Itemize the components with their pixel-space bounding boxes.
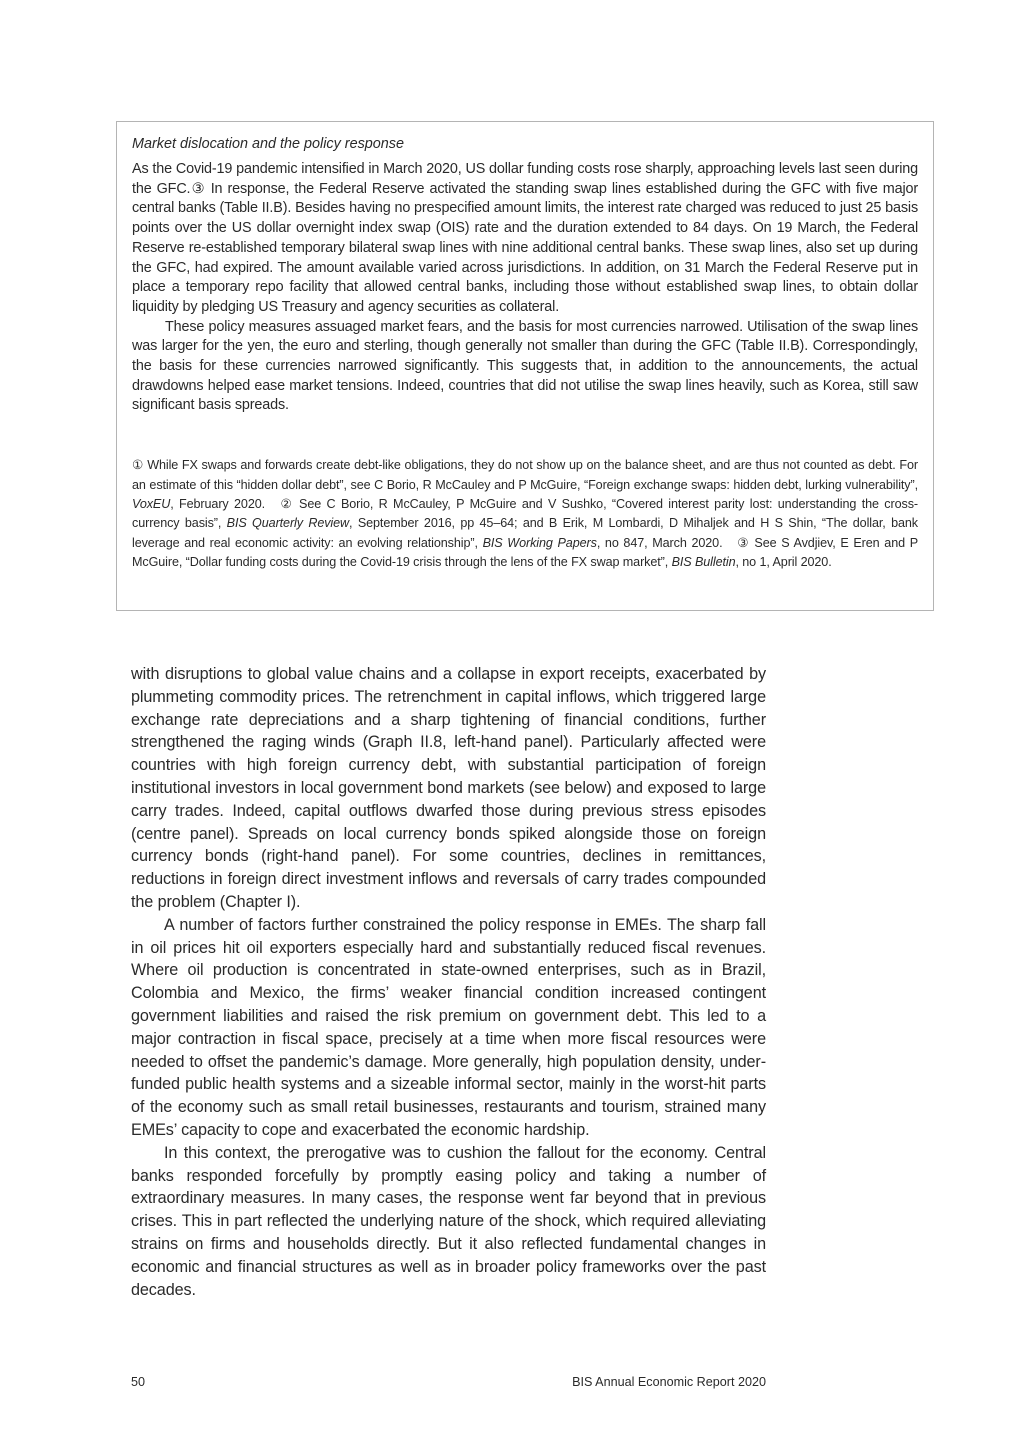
footnote-3-text: ③ See S Avdjiev, E Eren and P McGuire, “Dollar funding costs during the Covid-19 crisis through the lens of the FX swap market”, <box>132 535 919 570</box>
footnote-2-source: BIS Working Papers <box>482 535 597 550</box>
footnote-3-source: BIS Bulletin <box>671 555 736 570</box>
main-body <box>131 663 766 1301</box>
footnote-1-tail: , February 2020. <box>170 496 266 511</box>
box-paragraph: As the Covid-19 pandemic intensified in March 2020, US dollar funding costs rose sharply, approaching levels last seen during the GFC.③ In response, the Federal Reserve activated the standing swap lines established during the GFC with five major central banks (Table II.B). Besides having no prespecified amount limits, the interest rate charged was reduced to just 25 basis points over the US dollar overnight index swap (OIS) rate and the duration extended to 84 days. On 19 March, the Federal Reserve re-established temporary bilateral swap lines with nine additional central banks. These swap lines, also set up during the GFC, had expired. The amount available varied across jurisdictions. In addition, on 31 March the Federal Reserve put in place a temporary repo facility that allowed central banks, including those without established swap lines, to obtain dollar liquidity by pledging US Treasury and agency securities as collateral. <box>132 161 918 315</box>
page-footer <box>131 1374 766 1390</box>
footnote-1-text: ① While FX swaps and forwards create debt-like obligations, they do not show up on the balance sheet, and are thus not counted as debt. For an estimate of this “hidden dollar debt”, see C Borio, R McCauley and P McGuire, “Foreign exchange swaps: hidden debt, lurking vulnerability”, <box>132 458 918 492</box>
page-number: 50 <box>131 1375 146 1389</box>
box-footnotes <box>132 456 918 572</box>
footnote-3-tail: , no 1, April 2020. <box>735 555 832 570</box>
body-paragraph: with disruptions to global value chains and a collapse in export receipts, exacerbated by plummeting commodity prices. The retrenchment in capital inflows, which triggered large exchange rate depreciations and a sharp tightening of financial conditions, further strengthened the raging winds (Graph II.8, left-hand panel). Particularly affected were countries with high foreign currency debt, with substantial participation of foreign institutional investors in local government bond markets (see below) and exposed to large carry trades. Indeed, capital outflows dwarfed those during previous stress episodes (centre panel). Spreads on local currency bonds spiked alongside those on foreign currency bonds (right-hand panel). For some countries, declines in remittances, reductions in foreign direct investment inflows and reversals of carry trades compounded the problem (Chapter I). <box>131 665 766 911</box>
body-paragraph: A number of factors further constrained the policy response in EMEs. The sharp fall in oil prices hit oil exporters especially hard and substantially reduced fiscal revenues. Where oil production is concentrated in state-owned enterprises, such as in Brazil, Colombia and Mexico, the firms’ weaker financial condition increased contingent government liabilities and raised the risk premium on government debt. This led to a major contraction in fiscal space, precisely at a time when more fiscal resources were needed to offset the pandemic’s damage. More generally, high population density, under-funded public health systems and a sizeable informal sector, mainly in the worst-hit parts of the economy such as small retail businesses, restaurants and tourism, strained many EMEs’ capacity to cope and exacerbated the economic hardship. <box>131 915 766 1139</box>
publication-title: BIS Annual Economic Report 2020 <box>572 1375 766 1389</box>
box-feature <box>116 121 934 611</box>
body-paragraph: In this context, the prerogative was to cushion the fallout for the economy. Central banks responded forcefully by promptly easing policy and taking a number of extraordinary measures. In many cases, the response went far beyond that in previous crises. This in part reflected the underlying nature of the shock, which required alleviating strains on firms and households directly. But it also reflected fundamental changes in economic and financial structures as well as in broader policy frameworks over the past decades. <box>131 1143 766 1299</box>
footnote-2-source: BIS Quarterly Review <box>226 516 350 531</box>
footnote-2-text: ② See C Borio, R McCauley, P McGuire and V Sushko, “Covered interest parity lost: understanding the cross-currency basis”, <box>132 496 918 531</box>
footnote-1-source: VoxEU <box>132 496 171 511</box>
box-paragraph: These policy measures assuaged market fears, and the basis for most currencies narrowed. Utilisation of the swap lines was larger for the yen, the euro and sterling, though generally not smaller than during the GFC (Table II.B). Correspondingly, the basis for these currencies narrowed significantly. This suggests that, in addition to the announcements, the actual drawdowns helped ease market tensions. Indeed, countries that did not utilise the swap lines heavily, such as Korea, still saw significant basis spreads. <box>132 318 918 414</box>
footnote-2-mid: , September 2016, pp 45–64; and B Erik, M Lombardi, D Mihaljek and H S Shin, “The dollar, bank leverage and real economic activity: an evolving relationship”, <box>132 516 918 550</box>
footnote-2-tail: , no 847, March 2020. <box>596 535 723 550</box>
box-title: Market dislocation and the policy response <box>132 136 404 152</box>
